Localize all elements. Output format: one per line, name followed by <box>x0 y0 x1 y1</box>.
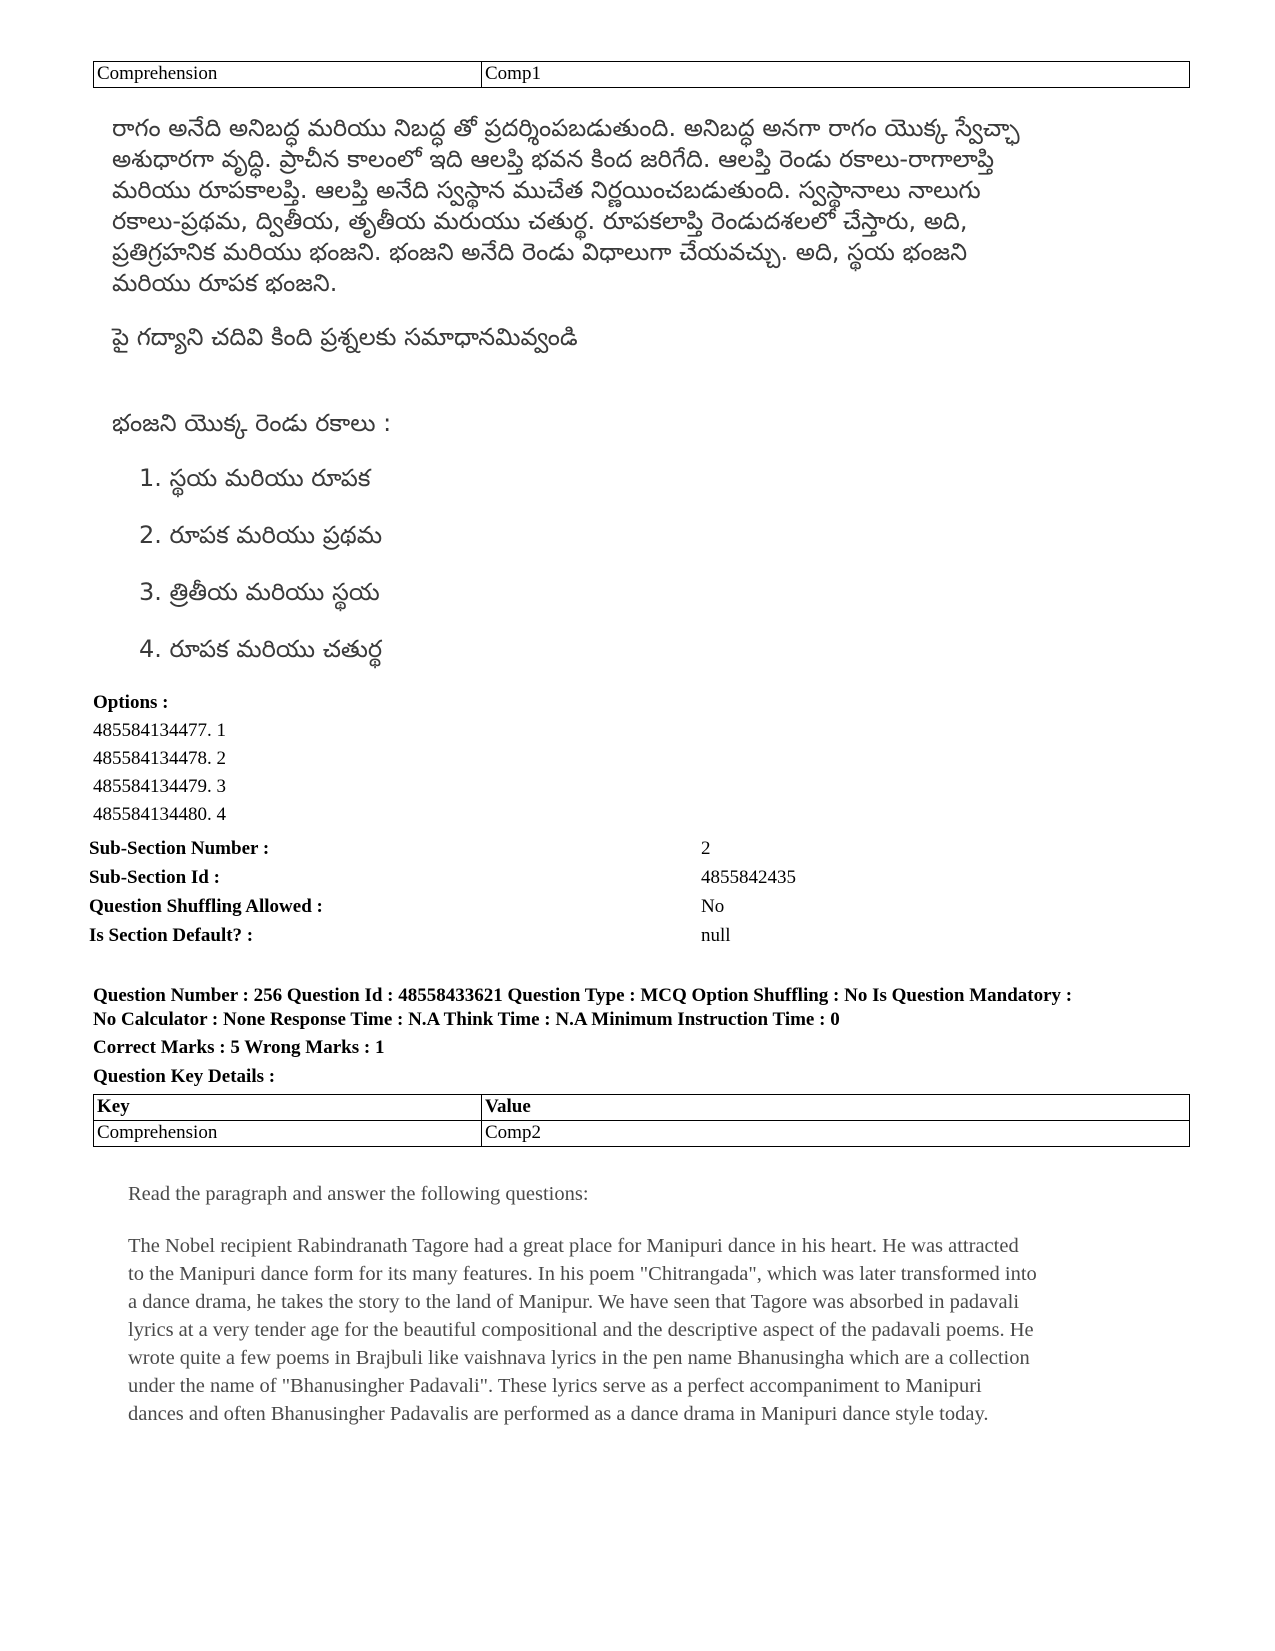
subsection-id-value: 4855842435 <box>701 867 796 888</box>
passage-line: to the Manipuri dance form for its many features. In his poem "Chitrangada", which was later transformed into <box>128 1263 1037 1285</box>
subsection-id-label: Sub-Section Id : <box>89 867 220 888</box>
table-header-value: Value <box>482 1095 1190 1121</box>
subsection-number-value: 2 <box>701 838 711 859</box>
question-text: భంజని యొక్క రెండు రకాలు : <box>112 409 392 437</box>
answer-choice: 1. స్థయ మరియు రూపక <box>139 464 371 492</box>
passage-line: dances and often Bhanusingher Padavalis are performed as a dance drama in Manipuri dance style today. <box>128 1403 989 1425</box>
passage-instruction: పై గద్యాని చదివి కింది ప్రశ్నలకు సమాధానమివ్వండి <box>112 323 578 351</box>
table-cell-key: Comprehension <box>94 1121 482 1147</box>
table-header-row <box>94 1095 1190 1121</box>
passage-line: మరియు రూపకాలప్తి. ఆలప్తి అనేది స్వస్థాన ముచేత నిర్ణయించబడుతుంది. స్వస్థానాలు నాలుగు <box>112 176 981 204</box>
comprehension-table-1 <box>93 61 1190 88</box>
subsection-number-label: Sub-Section Number : <box>89 838 270 859</box>
section-default-value: null <box>701 925 731 946</box>
answer-choice: 3. త్రితీయ మరియు స్థయ <box>139 578 380 606</box>
option-item: 485584134480. 4 <box>93 804 226 825</box>
question-meta-line-2: No Calculator : None Response Time : N.A Think Time : N.A Minimum Instruction Time : 0 <box>93 1009 840 1030</box>
passage-line: a dance drama, he takes the story to the land of Manipur. We have seen that Tagore was absorbed in padavali <box>128 1291 1020 1313</box>
key-details-heading: Question Key Details : <box>93 1066 276 1087</box>
question-key-table <box>93 1094 1190 1147</box>
passage-line: రాగం అనేది అనిబద్ధ మరియు నిబద్ధ తో ప్రదర్శింపబడుతుంది. అనిబద్ధ అనగా రాగం యొక్క స్వేచ్ఛా <box>112 114 1020 142</box>
passage-line: lyrics at a very tender age for the beautiful compositional and the descriptive aspect of the padavali poems. He <box>128 1319 1034 1341</box>
telugu-passage <box>112 113 1192 299</box>
english-passage <box>128 1232 1208 1428</box>
english-passage-heading: Read the paragraph and answer the following questions: <box>128 1183 589 1205</box>
question-shuffling-label: Question Shuffling Allowed : <box>89 896 323 917</box>
option-item: 485584134479. 3 <box>93 776 226 797</box>
section-default-label: Is Section Default? : <box>89 925 254 946</box>
passage-line: The Nobel recipient Rabindranath Tagore had a great place for Manipuri dance in his heart. He was attracted <box>128 1235 1019 1257</box>
answer-choice: 4. రూపక మరియు చతుర్థ <box>139 635 383 663</box>
table-row <box>94 1121 1190 1147</box>
table-cell-value: Comp2 <box>482 1121 1190 1147</box>
passage-line: under the name of "Bhanusingher Padavali". These lyrics serve as a perfect accompaniment to Manipuri <box>128 1375 982 1397</box>
passage-line: wrote quite a few poems in Brajbuli like vaishnava lyrics in the pen name Bhanusingha which are a collection <box>128 1347 1030 1369</box>
table-header-key: Key <box>94 1095 482 1121</box>
table-row <box>94 62 1190 88</box>
marks-line: Correct Marks : 5 Wrong Marks : 1 <box>93 1037 385 1058</box>
question-shuffling-value: No <box>701 896 725 917</box>
passage-line: మరియు రూపక భంజని. <box>112 269 338 297</box>
question-meta-line-1: Question Number : 256 Question Id : 48558433621 Question Type : MCQ Option Shuffling : No Is Question Mandatory : <box>93 985 1073 1006</box>
option-item: 485584134477. 1 <box>93 720 226 741</box>
passage-line: రకాలు-ప్రథమ, ద్వితీయ, తృతీయ మరుయు చతుర్థ. రూపకలాప్తి రెండుదశలలో చేస్తారు, అది, <box>112 207 968 235</box>
passage-line: అశుధారగా వృద్ధి. ప్రాచీన కాలంలో ఇది ఆలప్తి భవన కింద జరిగేది. ఆలప్తి రెండు రకాలు-రాగాలాప్తి <box>112 145 995 173</box>
passage-line: ప్రతిగ్రహనిక మరియు భంజని. భంజని అనేది రెండు విధాలుగా చేయవచ్చు. అది, స్థయ భంజని <box>112 238 968 266</box>
answer-choice: 2. రూపక మరియు ప్రథమ <box>139 521 383 549</box>
options-heading: Options : <box>93 692 169 713</box>
table-cell-key: Comprehension <box>94 62 482 88</box>
table-cell-value: Comp1 <box>482 62 1190 88</box>
option-item: 485584134478. 2 <box>93 748 226 769</box>
